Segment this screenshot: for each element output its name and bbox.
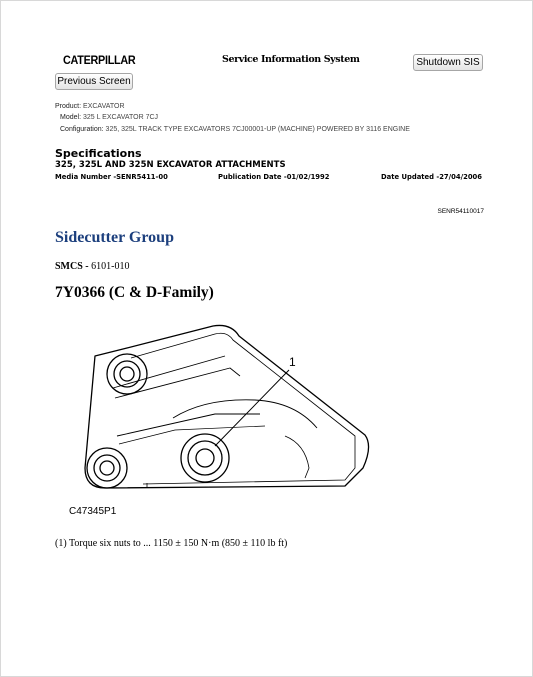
model-value: 325 L EXCAVATOR 7CJ — [82, 114, 159, 121]
specifications-subtitle: 325, 325L AND 325N EXCAVATOR ATTACHMENTS — [55, 160, 286, 170]
upper-bore — [120, 367, 134, 381]
publication-date: Publication Date -01/02/1992 — [218, 173, 330, 181]
configuration-line — [60, 126, 410, 133]
product-label: Product: — [55, 103, 82, 110]
specifications-heading: Specifications — [55, 147, 142, 160]
sidecutter-illustration — [55, 318, 385, 518]
torque-caption: (1) Torque six nuts to ... 1150 ± 150 N·m (850 ± 110 lb ft) — [55, 538, 288, 549]
document-id: SENR54110017 — [437, 208, 484, 215]
lower-left-boss — [87, 448, 127, 488]
plate-inner-edge — [131, 333, 355, 484]
model-line — [60, 114, 158, 121]
smcs-label: SMCS - — [55, 261, 89, 272]
upper-boss — [107, 354, 147, 394]
center-nut — [188, 441, 222, 475]
lower-left-nut — [94, 455, 120, 481]
configuration-label: Configuration: — [60, 126, 104, 133]
callout-leader — [215, 370, 289, 446]
rib-lower-right — [285, 436, 309, 478]
caterpillar-logo: CATERPILLAR — [63, 53, 136, 67]
product-value: EXCAVATOR — [83, 103, 125, 110]
date-updated: Date Updated -27/04/2006 — [381, 173, 483, 181]
center-bore — [196, 449, 214, 467]
lower-left-bore — [100, 461, 114, 475]
plate-outline — [85, 325, 369, 488]
callout-number: 1 — [289, 355, 296, 369]
smcs-code — [55, 261, 129, 272]
rib-middle-2 — [119, 426, 265, 444]
configuration-value: 325, 325L TRACK TYPE EXCAVATORS 7CJ00001-UP (MACHINE) POWERED BY 3116 ENGINE — [105, 126, 410, 133]
shutdown-sis-button[interactable]: Shutdown SIS — [413, 54, 483, 71]
previous-screen-button[interactable]: Previous Screen — [55, 73, 133, 90]
upper-nut — [114, 361, 140, 387]
rib-middle — [117, 414, 260, 436]
sis-title: Service Information System — [222, 54, 360, 65]
smcs-value: 6101-010 — [91, 261, 130, 272]
group-title: Sidecutter Group — [55, 229, 174, 246]
product-line — [55, 103, 125, 110]
media-number: Media Number -SENR5411-00 — [55, 173, 168, 181]
model-label: Model: — [60, 114, 82, 121]
figure-id: C47345P1 — [69, 506, 117, 517]
part-title: 7Y0366 (C & D-Family) — [55, 284, 214, 301]
